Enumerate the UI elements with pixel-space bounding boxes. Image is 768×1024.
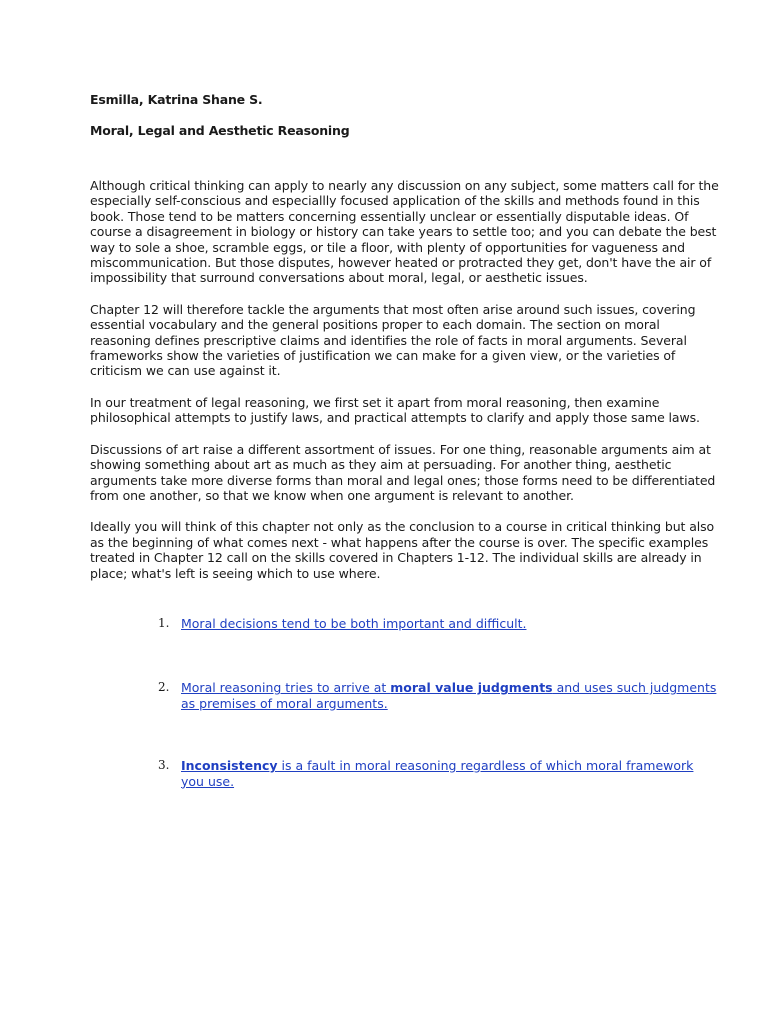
key-point-link-2[interactable] [181, 680, 716, 710]
list-number: 3. [158, 758, 170, 773]
paragraph-1: Although critical thinking can apply to nearly any discussion on any subject, some matters call for the especially self-conscious and especiallly focused application of the skills and methods found in this book. Those tend to be matters concerning essentially unclear or essentially disputable ideas. Of course a disagreement in biology or history can take years to settle too; and you can debate the best way to sole a shoe, scramble eggs, or tile a floor, with plenty of opportunities for vagueness and miscommunication. But those disputes, however heated or protracted they get, don't have the air of impossibility that surround conversations about moral, legal, or aesthetic issues. [90, 178, 719, 286]
paragraph-5: Ideally you will think of this chapter not only as the conclusion to a course in critical thinking but also as the beginning of what comes next - what happens after the course is over. The specific examples treated in Chapter 12 call on the skills covered in Chapters 1-12. The individual skills are already in place; what's left is seeing which to use where. [90, 519, 715, 581]
link-text-pre: Moral reasoning tries to arrive at [181, 680, 391, 696]
list-number: 2. [158, 680, 170, 695]
paragraph-3: In our treatment of legal reasoning, we first set it apart from moral reasoning, then examine philosophical attempts to justify laws, and practical attempts to clarify and apply those same laws. [90, 394, 700, 426]
list-item [90, 758, 720, 789]
link-text-post: and uses such judgments as premises of moral arguments. [181, 680, 717, 711]
paragraph-4: Discussions of art raise a different assortment of issues. For one thing, reasonable arguments aim at showing something about art as much as they aim at persuading. For another thing, aesthetic arguments take more diverse forms than moral and legal ones; those forms need to be differentiated from one another, so that we know when one argument is relevant to another. [90, 441, 716, 503]
link-text-post: is a fault in moral reasoning regardless of which moral framework you use. [181, 758, 694, 789]
author-name: Esmilla, Katrina Shane S. [90, 92, 263, 107]
key-point-link-3[interactable] [181, 758, 693, 788]
document-body [90, 178, 720, 581]
link-text-bold: Inconsistency [181, 758, 278, 774]
list-item [90, 680, 720, 711]
list-item [90, 616, 720, 631]
key-point-link-1[interactable] [181, 616, 526, 631]
link-text: Moral decisions tend to be both important and difficult. [181, 615, 527, 631]
document-page [90, 92, 720, 836]
key-points-list [90, 616, 720, 789]
document-title: Moral, Legal and Aesthetic Reasoning [90, 123, 350, 138]
paragraph-2: Chapter 12 will therefore tackle the arguments that most often arise around such issues, covering essential vocabulary and the general positions proper to each domain. The section on moral reasoning defines prescriptive claims and identifies the role of facts in moral arguments. Several frameworks show the varieties of justification we can make for a given view, or the varieties of criticism we can use against it. [90, 301, 696, 379]
link-text-bold: moral value judgments [390, 680, 553, 696]
list-number: 1. [158, 615, 170, 630]
